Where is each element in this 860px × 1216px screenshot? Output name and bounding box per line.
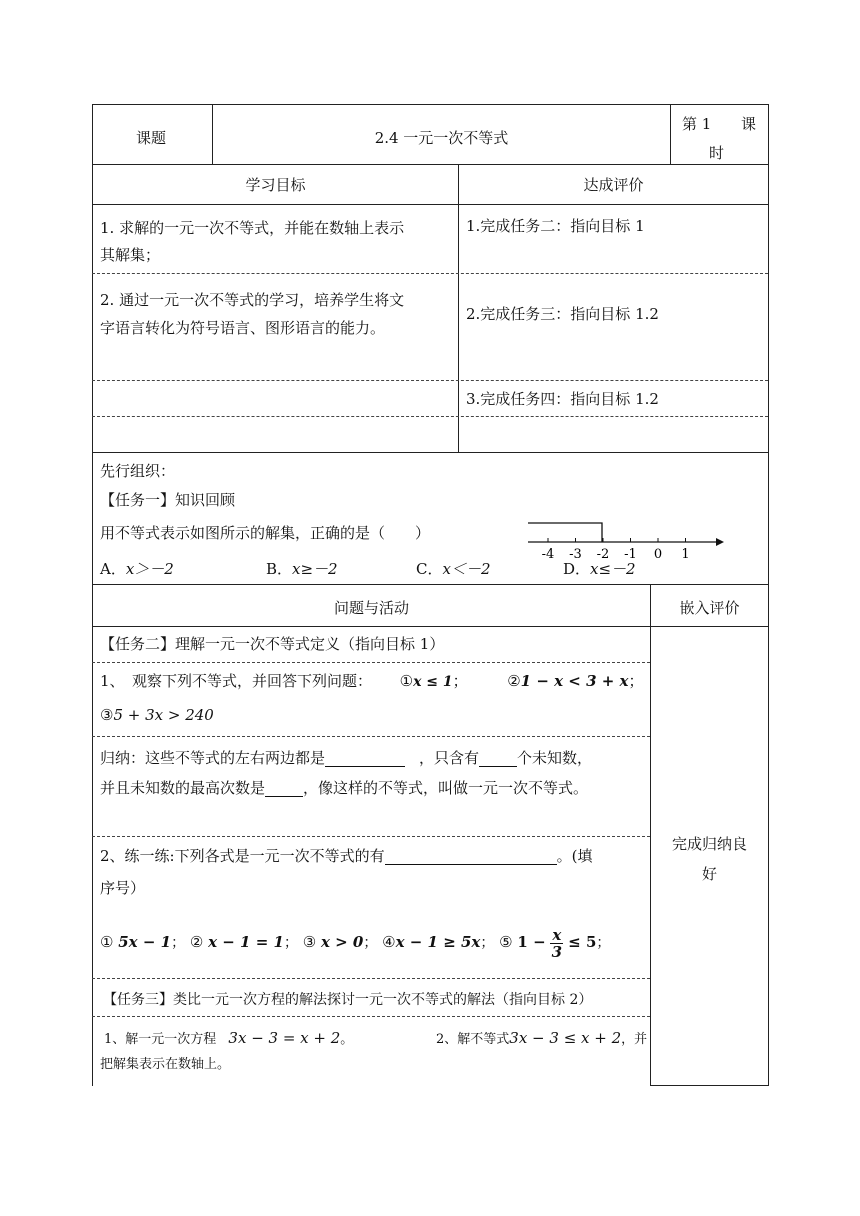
number-line-tick-label: 1 (681, 547, 690, 562)
embedded-eval-text-1: 完成归纳良 (671, 835, 747, 853)
embedded-eval-text-2: 好 (701, 865, 717, 883)
goal-2-line-2: 字语言转化为符号语言、图形语言的能力。 (100, 319, 386, 337)
dash-obj-3 (92, 416, 768, 417)
eval-3: 3.完成任务四：指向目标 1.2 (466, 390, 659, 408)
summary-line-2: 并且未知数的最高次数是 ，像这样的不等式，叫做一元一次不等式。 (100, 779, 589, 797)
embedded-eval-header: 嵌入评价 (679, 599, 740, 617)
lesson-title: 2.4 一元一次不等式 (374, 129, 509, 147)
number-line (520, 514, 730, 566)
lesson-number-prefix: 第 1 (682, 115, 712, 133)
task-3-question-2: 2、解不等式3x − 3 ≤ x + 2，并 (436, 1029, 648, 1047)
practice-line-1: 2、练一练:下列各式是一元一次不等式的有 。(填 (100, 847, 593, 865)
practice-expressions: ① 5x − 1； ② x − 1 = 1； ③ x > 0； ④x − 1 ≥ 5x； ⑤ 1 − $\frac{x}{3}$ ≤ 5； (100, 925, 611, 961)
task-1-question: 用不等式表示如图所示的解集，正确的是（ ） (100, 524, 431, 542)
row-line-preview-bottom (92, 584, 769, 585)
eval-column-header: 达成评价 (583, 176, 644, 194)
option-d: D．x≤－2 (563, 560, 636, 578)
option-b: B．x≥－2 (266, 560, 338, 578)
dash-obj-1 (92, 273, 768, 274)
dash-obj-2 (92, 380, 768, 381)
header-label: 课题 (136, 129, 167, 147)
eval-1: 1.完成任务二：指向目标 1 (466, 217, 645, 235)
objective-divider (458, 164, 459, 452)
goal-1-line-1: 1. 求解的一元一次不等式，并能在数轴上表示 (100, 219, 405, 237)
option-c: C．x＜－2 (416, 560, 491, 578)
task-1-title: 【任务一】知识回顾 (100, 491, 236, 509)
number-line-tick-label: 0 (653, 547, 663, 562)
table-top (92, 104, 769, 105)
eval-2: 2.完成任务三：指向目标 1.2 (466, 305, 659, 323)
practice-answer-blank[interactable] (385, 846, 557, 865)
dash-act-1 (92, 662, 650, 663)
number-line-tick-label: -3 (569, 547, 582, 562)
row-line-objhead (92, 204, 769, 205)
row-line-preview-top (92, 452, 769, 453)
task-3-question-1: 1、解一元一次方程 3x − 3 = x + 2。 (104, 1029, 354, 1047)
summary-line-1: 归纳：这些不等式的左右两边都是 ，只含有 个未知数， (100, 749, 593, 767)
task-2-question-1-cont: ③5 + 3x > 240 (100, 706, 214, 724)
dash-act-4 (92, 978, 650, 979)
blank-2[interactable] (479, 748, 517, 767)
dash-act-5 (92, 1016, 650, 1017)
goal-column-header: 学习目标 (245, 176, 306, 194)
task-3-question-2-cont: 把解集表示在数轴上。 (100, 1057, 231, 1072)
preview-heading: 先行组织： (100, 462, 176, 480)
activity-column-header: 问题与活动 (333, 599, 409, 617)
dash-act-2 (92, 736, 650, 737)
lesson-number-suffix: 时 (709, 144, 725, 162)
dash-act-3 (92, 836, 650, 837)
header-col2 (670, 104, 671, 164)
row-line-header (92, 164, 769, 165)
table-border-right-lower (768, 584, 769, 1086)
goal-1-line-2: 其解集； (100, 246, 161, 264)
task-2-title: 【任务二】理解一元一次不等式定义（指向目标 1） (100, 635, 445, 653)
task-2-question-1: 1、 观察下列不等式，并回答下列问题： ①x ≤ 1； ②1 − x < 3 + x； (100, 672, 644, 690)
number-line-tick-label: -1 (624, 547, 637, 562)
solution-bracket (528, 523, 602, 542)
row-line-activity-head (92, 626, 769, 627)
practice-line-2: 序号） (100, 879, 146, 897)
number-line-tick-label: -2 (596, 547, 610, 562)
row-line-bottom (650, 1085, 769, 1086)
blank-1[interactable] (325, 748, 405, 767)
lesson-number-unit: 课 (741, 115, 757, 133)
task-3-title: 【任务三】类比一元一次方程的解法探讨一元一次不等式的解法（指向目标 2） (103, 992, 593, 1008)
blank-3[interactable] (265, 778, 303, 797)
goal-2-line-1: 2. 通过一元一次不等式的学习，培养学生将文 (100, 291, 405, 309)
number-line-tick-label: -4 (541, 547, 555, 562)
table-border-right (768, 104, 769, 584)
option-a: A．x＞－2 (100, 560, 174, 578)
